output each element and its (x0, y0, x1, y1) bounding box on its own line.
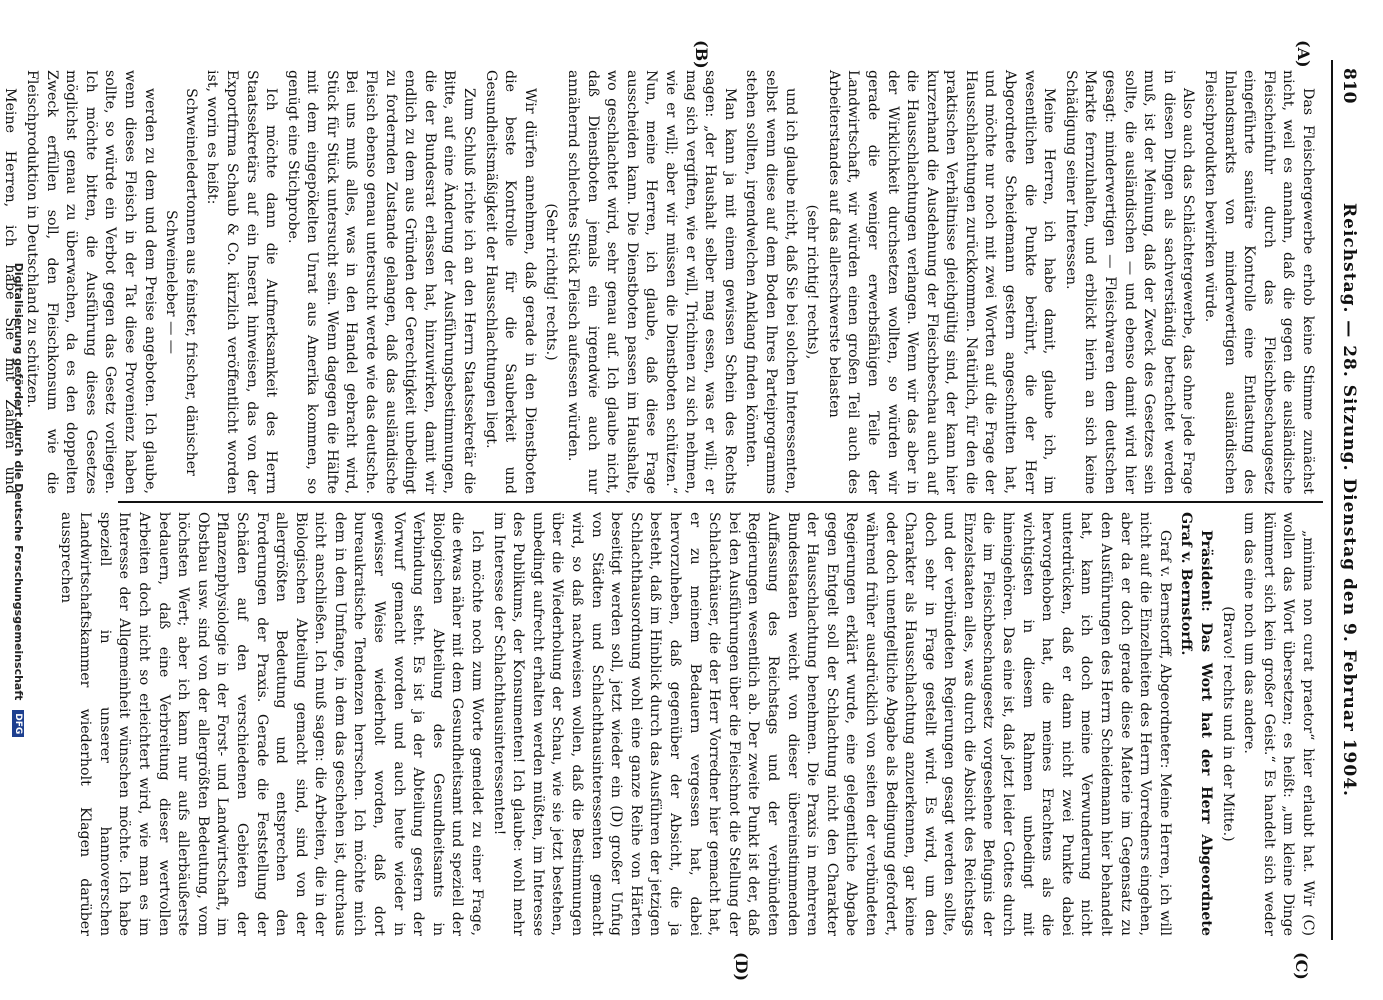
page-header (1331, 60, 1361, 940)
left-paragraph: werden zu dem und dem Preise angeboten. Ich glaube, wenn dieses Fleisch in der Tat diese Provenienz haben sollte, so würde ein Verbot gegen das Gesetz vorliegen. Ich möchte bitten, die Ausführung dieses Gesetzes möglichst genau zu überwachen, da es den doppelten Zweck erfüllen soll, den Fleischkonsum wie die Fleischproduktion in Deutschland zu schützen. (24, 70, 158, 494)
left-paragraph: Wir dürfen annehmen, daß gerade in den Dienstboten die beste Kontrolle für die Sauberkeit und Gesundheitsmäßigkeit der Hausschlachtungen liegt. (482, 70, 538, 494)
interjection: (Sehr richtig! rechts.) (543, 203, 560, 361)
margin-letter-c: (C) (1292, 952, 1311, 980)
left-paragraph: Das Fleischergewerbe erhob keine Stimme zunächst nicht, weil es annahm, daß die gegen die ausländische Fleischeinfuhr durch das Fleischbeschaugesetz eingeführte sanitäre Kontrolle eine Entlastung des Inlandsmarkts von minderwertigen ausländischen Fleischprodukten bewirken würde. (1202, 70, 1316, 494)
left-paragraph: Also auch das Schlächtergewerbe, das ohne jede Frage in diesen Dingen als sachverständig betrachtet werden muß, ist der Meinung, daß der Zweck des Gesetzes sein sollte, die ausländischen — und ebenso damit wird hier gesagt: minderwertigen — Fleischwaren dem deutschen Markte fernzuhalten, und erblickt hierin an sich keine Schädigung seiner Interessen. (1062, 70, 1197, 494)
digitization-credit (5, 0, 25, 1000)
left-paragraph: Meine Herren, ich habe damit, glaube ich, im wesentlichen die Punkte berührt, die der Herr Abgeordnete Scheidemann gestern angeschnitten hat, und möchte nur noch mit zwei Worten auf die Frage der Hausschlachtungen zurückkommen. Natürlich, für den die praktischen Verhältnisse gleichgültig sind, der kann hier kurzerhand die Ausdehnung der Fleischbeschau auch auf die Hausschlachtungen verlangen. Wenn wir das aber in der Wirklichkeit durchsetzen wollten, so würden wir gerade die weniger erwerbsfähigen Teile der Landwirtschaft, wir würden einen großen Teil auch des Arbeiterstandes auf das allerschwerste belasten (825, 70, 1058, 494)
speaker-line: Präsident: Das Wort hat der Herr Abgeordnete Graf v. Bernstorff. (1178, 512, 1215, 936)
left-paragraph: Zum Schluß richte ich an den Herrn Staatssekretär die Bitte, auf eine Änderung der Ausführungsbestimmungen, die der Bundesrat erlassen hat, hinzuwirken, damit wir endlich zu dem aus Gründen der Gerechtigkeit unbedingt zu fordernden Zustande gelangen, daß das ausländische Fleisch ebenso genau untersucht werde wie das deutsche. Bei uns muß alles, was in den Handel gebracht wird, Stück für Stück untersucht sein. Wenn dagegen die Hälfte mit dem eingepökelten Unrat aus Amerika kommen, so genügt eine Stichprobe. (284, 70, 478, 494)
interjection: (Bravo! rechts und in der Mitte.) (1219, 606, 1236, 842)
margin-letter-a: (A) (1294, 40, 1313, 68)
right-paragraph: Graf v. Bernstorff, Abgeordneter: Meine Herren, ich will nicht auf die Einzelheiten des Herrn Vorredners eingehen, aber da er doch gerade diese Materie im Gegensatz zu den Ausführungen des Herrn Scheidemann hier behandelt hat, kann ich doch meine Verwunderung nicht unterdrücken, daß er dann nicht zwei Punkte dabei hervorgehoben hat, die meines Erachtens als die wichtigsten in diesem Rahmen unbedingt mit hineingehören. Das eine ist, daß jetzt leider Gottes durch die im Fleischbeschaugesetz vorgesehene Befugnis der Einzelstaaten alles, was durch die Absicht des Reichstags und der verbündeten Regierungen gesagt werden sollte, doch sehr in Frage gestellt wird. Es wird, um den Charakter als Hausschlachtung anzuerkennen, gar keine oder doch unentgeltliche Abgabe als Bedingung gefordert, während früher ausdrücklich von seiten der verbündeten Regierungen erklärt wurde, eine gelegentliche Abgabe gegen Entgelt soll der Schlachtung nicht den Charakter der Hausschlachtung benehmen. Die Praxis in mehreren Bundesstaaten weicht von dieser übereinstimmenden Auffassung des Reichstags und der verbündeten Regierungen wesentlich ab. Der zweite Punkt ist der, daß bei den Ausführungen über die Fleischnot die Stellung der Schlachthäuser, die der Herr Vorredner hier gemacht hat, er zu meinem Bedauern vergessen hat, dabei hervorzuheben, daß gegenüber der Absicht, die ja besteht, daß im Hinblick durch das Ausführen der jetzigen Schlachthausordnung wohl eine ganze Reihe von Härten beseitigt werden soll, jetzt wieder ein (D) großer Unfug von Städten und Schlachthausinteressenten gemacht wird, so daß nachweisen wollen, daß die Bestimmungen über die Wiederholung der Schau, wie sie jetzt bestehen, unbedingt aufrecht erhalten werden müßten, im Interesse des Publikums, der Konsumenten! Ich glaube: wohl mehr im Interesse der Schlachthausinteressenten! (490, 512, 1173, 936)
interjection: (sehr richtig! rechts), (804, 204, 821, 360)
left-paragraph: Man kann ja mit einem gewissen Schein des Rechts sagen: „der Haushalt selber mag essen, was er will; er mag sich vergiften, wie er will, Trichinen zu sich nehmen, wie er will; aber wir müssen die Dienstboten schützen.“ Nun, meine Herren, ich glaube, daß diese Frage ausscheiden kann. Die Dienstboten passen im Haushalte, wo geschlachtet wird, sehr genau auf. Ich glaube nicht, daß Dienstboten jemals ein irgendwie auch nur annähernd schlechtes Stück Fleisch aufessen würden. (565, 70, 738, 494)
right-paragraph: „minima non curat praetor“ hier erlaubt hat. Wir (C) wollen das Wort übersetzen; es heißt: „um kleine Dinge kümmert sich kein großer Geist.“ Es handelt sich weder um das eine noch um das andere. (1241, 512, 1316, 936)
credit-text: Digitalisierung gefördert durch die Deutsche Forschungsgemeinschaft (12, 262, 25, 701)
running-title: Reichstag. — 28. Sitzung. Dienstag den 9. Februar 1904. (1339, 203, 1359, 797)
left-paragraph: und ich glaube nicht, daß Sie bei solchen Interessenten, selbst wenn diese auf dem Boden Ihres Parteiprogramms stehen sollten, irgendwelchen Anklang finden könnten. (743, 70, 799, 494)
left-paragraph: Meine Herren, ich habe Sie mit Zahlen und (2, 88, 19, 494)
dfg-logo: DFG (12, 710, 24, 737)
column-divider (118, 501, 1323, 503)
quotation: Schweineledertonnen aus feinster, frischer, dänischer Schweineleber — — (163, 88, 199, 476)
left-paragraph: Ich möchte dann die Aufmerksamkeit des Herrn Staatssekretärs auf ein Inserat hinweisen, das von der Exportfirma Schaub & Co. kürzlich veröffentlicht worden ist, worin es heißt: (204, 70, 280, 494)
right-column (57, 512, 1317, 936)
right-paragraph: Ich möchte noch zum Worte gemeldet zu einer Frage, die etwas näher mit dem Gesundheitsamt und speziell der Biologischen Abteilung des Gesundheitsamts in Verbindung steht. Es ist ja der Abteilung gestern der Vorwurf gemacht worden und auch heute wieder in gewisser Weise wiederholt worden, daß dort bureaukratische Tendenzen herrschen. Ich möchte mich dem in dem Umfange, in dem das geschehen ist, durchaus nicht anschließen. Ich muß sagen: die Arbeiten, die in der Biologischen Abteilung gemacht sind, sind von der allergrößten Bedeutung und entsprechen den Forderungen der Praxis. Gerade die Feststellung der Schäden auf den verschiedenen Gebieten der Pflanzenphysiologie in der Forst- und Landwirtschaft, im Obstbau usw. sind von der allergrößten Bedeutung, vom höchsten Wert; aber ich kann nur aufs allerbäußerste bedauern, daß eine Verbreitung dieser wertvollen Arbeiten doch nicht so erleichtert wird, wie man es im Interesse der Allgemeinheit wünschen möchte. Ich habe speziell in unserer hannoverschen Landwirtschaftskammer wiederholt Klagen darüber aussprechen (57, 512, 486, 936)
margin-letter-d: (D) (732, 952, 751, 982)
page-number: 810 (1339, 68, 1359, 104)
margin-letter-b: (B) (692, 40, 711, 69)
